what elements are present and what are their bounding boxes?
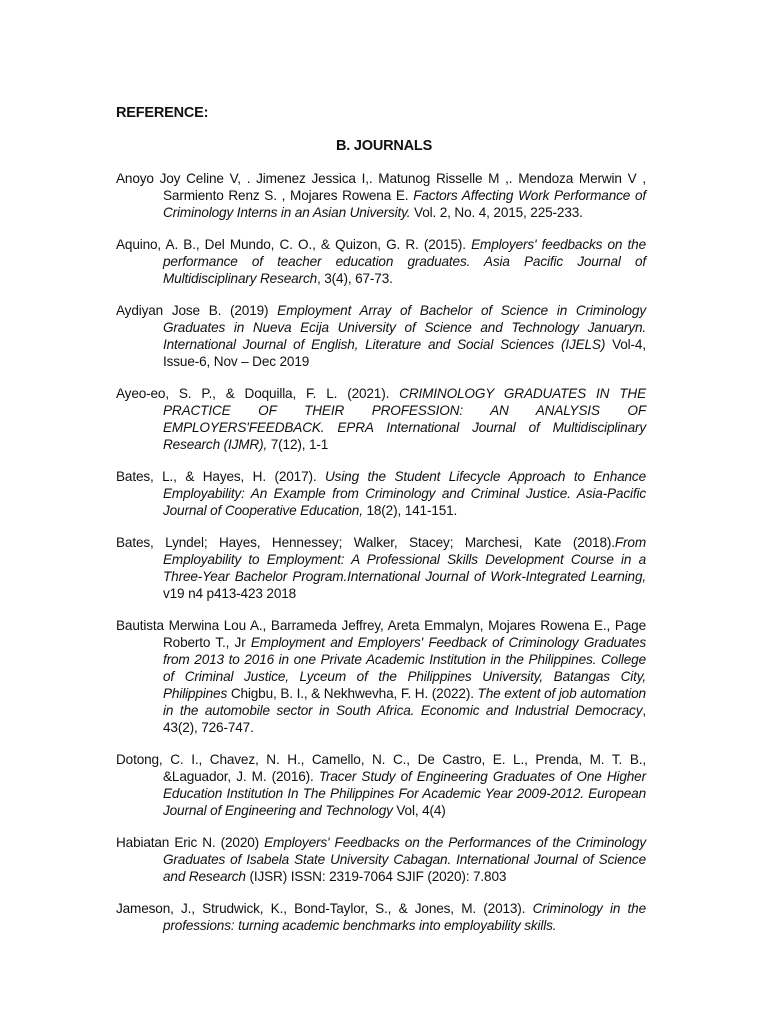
ref-source: Vol, 4(4) (396, 803, 446, 818)
reference-entry (116, 534, 646, 602)
reference-entry (116, 302, 646, 370)
ref-title: CRIMINOLOGY GRADUATES IN THE PRACTICE OF THEIR PROFESSION: AN ANALYSIS OF EMPLOYERS'FEEDBACK. EPRA International Journal of Multidisciplinary Research (IJMR), (163, 386, 646, 452)
reference-entry (116, 385, 646, 453)
ref-source: , 3(4), 67-73. (317, 271, 393, 286)
ref-source: Vol. 2, No. 4, 2015, 225-233. (414, 205, 583, 220)
ref-authors: Jameson, J., Strudwick, K., Bond-Taylor, S., & Jones, M. (2013). (116, 901, 526, 916)
ref-title: Employment and Employers' Feedback of Criminology Graduates from 2013 to 2016 in one Private Academic Institution in the Philippines. College of Criminal Justice, Lyceum of the Philippines University, Batangas City, Philippines (163, 635, 646, 701)
ref-authors: Anoyo Joy Celine V, . Jimenez Jessica I,. Matunog Risselle M ,. Mendoza Merwin V , Sarmiento Renz S. , Mojares Rowena E. (116, 171, 646, 203)
ref-authors: Dotong, C. I., Chavez, N. H., Camello, N. C., De Castro, E. L., Prenda, M. T. B., &Laguador, J. M. (2016). (116, 752, 646, 784)
ref-source: 18(2), 141-151. (366, 503, 458, 518)
ref-title: Using the Student Lifecycle Approach to Enhance Employability: An Example from Criminology and Criminal Justice. Asia-Pacific Journal of Cooperative Education, (163, 469, 646, 518)
ref-title: From Employability to Employment: A Professional Skills Development Course in a Three-Year Bachelor Program.International Journal of Work-Integrated Learning, (163, 535, 646, 584)
ref-source: (IJSR) ISSN: 2319-7064 SJIF (2020): 7.803 (249, 869, 507, 884)
ref-cont-authors: Chigbu, B. I., & Nekhwevha, F. H. (2022). (230, 686, 474, 701)
reference-heading: REFERENCE: (116, 105, 209, 121)
reference-entry (116, 468, 646, 519)
ref-authors: Habiatan Eric N. (2020) (116, 835, 260, 850)
ref-title: Factors Affecting Work Performance of Criminology Interns in an Asian University. (163, 188, 646, 220)
ref-authors: Bautista Merwina Lou A., Barrameda Jeffrey, Areta Emmalyn, Mojares Rowena E., Page Roberto T., Jr (116, 618, 646, 650)
ref-authors: Ayeo-eo, S. P., & Doquilla, F. L. (2021). (116, 386, 390, 401)
ref-title: Criminology in the professions: turning academic benchmarks into employability skills. (163, 901, 646, 933)
reference-entry (116, 170, 646, 221)
ref-authors: Bates, Lyndel; Hayes, Hennessey; Walker, Stacey; Marchesi, Kate (2018). (116, 535, 615, 550)
ref-source: v19 n4 p413-423 2018 (163, 586, 297, 601)
reference-entry (116, 834, 646, 885)
reference-entry (116, 900, 646, 934)
ref-cont-title: The extent of job automation in the automobile sector in South Africa. Economic and Industrial Democracy (163, 686, 646, 718)
ref-source: Vol-4, Issue-6, Nov – Dec 2019 (163, 337, 646, 369)
ref-title: Employers' Feedbacks on the Performances of the Criminology Graduates of Isabela State University Cabagan. International Journal of Science and Research (163, 835, 646, 884)
ref-title: Employers' feedbacks on the performance of teacher education graduates. Asia Pacific Journal of Multidisciplinary Research (163, 237, 646, 286)
journals-subheading: B. JOURNALS (335, 138, 433, 154)
ref-title: Tracer Study of Engineering Graduates of One Higher Education Institution In The Philippines For Academic Year 2009-2012. European Journal of Engineering and Technology (163, 769, 646, 818)
ref-title: Employment Array of Bachelor of Science in Criminology Graduates in Nueva Ecija University of Science and Technology Januaryn. International Journal of English, Literature and Social Sciences (IJELS) (163, 303, 646, 352)
ref-authors: Aquino, A. B., Del Mundo, C. O., & Quizon, G. R. (2015). (116, 237, 466, 252)
reference-entry (116, 751, 646, 819)
reference-entry (116, 617, 646, 736)
ref-authors: Aydiyan Jose B. (2019) (116, 303, 269, 318)
reference-list (116, 170, 646, 949)
ref-cont-source: , 43(2), 726-747. (163, 703, 646, 735)
ref-source: 7(12), 1-1 (270, 437, 329, 452)
ref-authors: Bates, L., & Hayes, H. (2017). (116, 469, 317, 484)
reference-entry (116, 236, 646, 287)
